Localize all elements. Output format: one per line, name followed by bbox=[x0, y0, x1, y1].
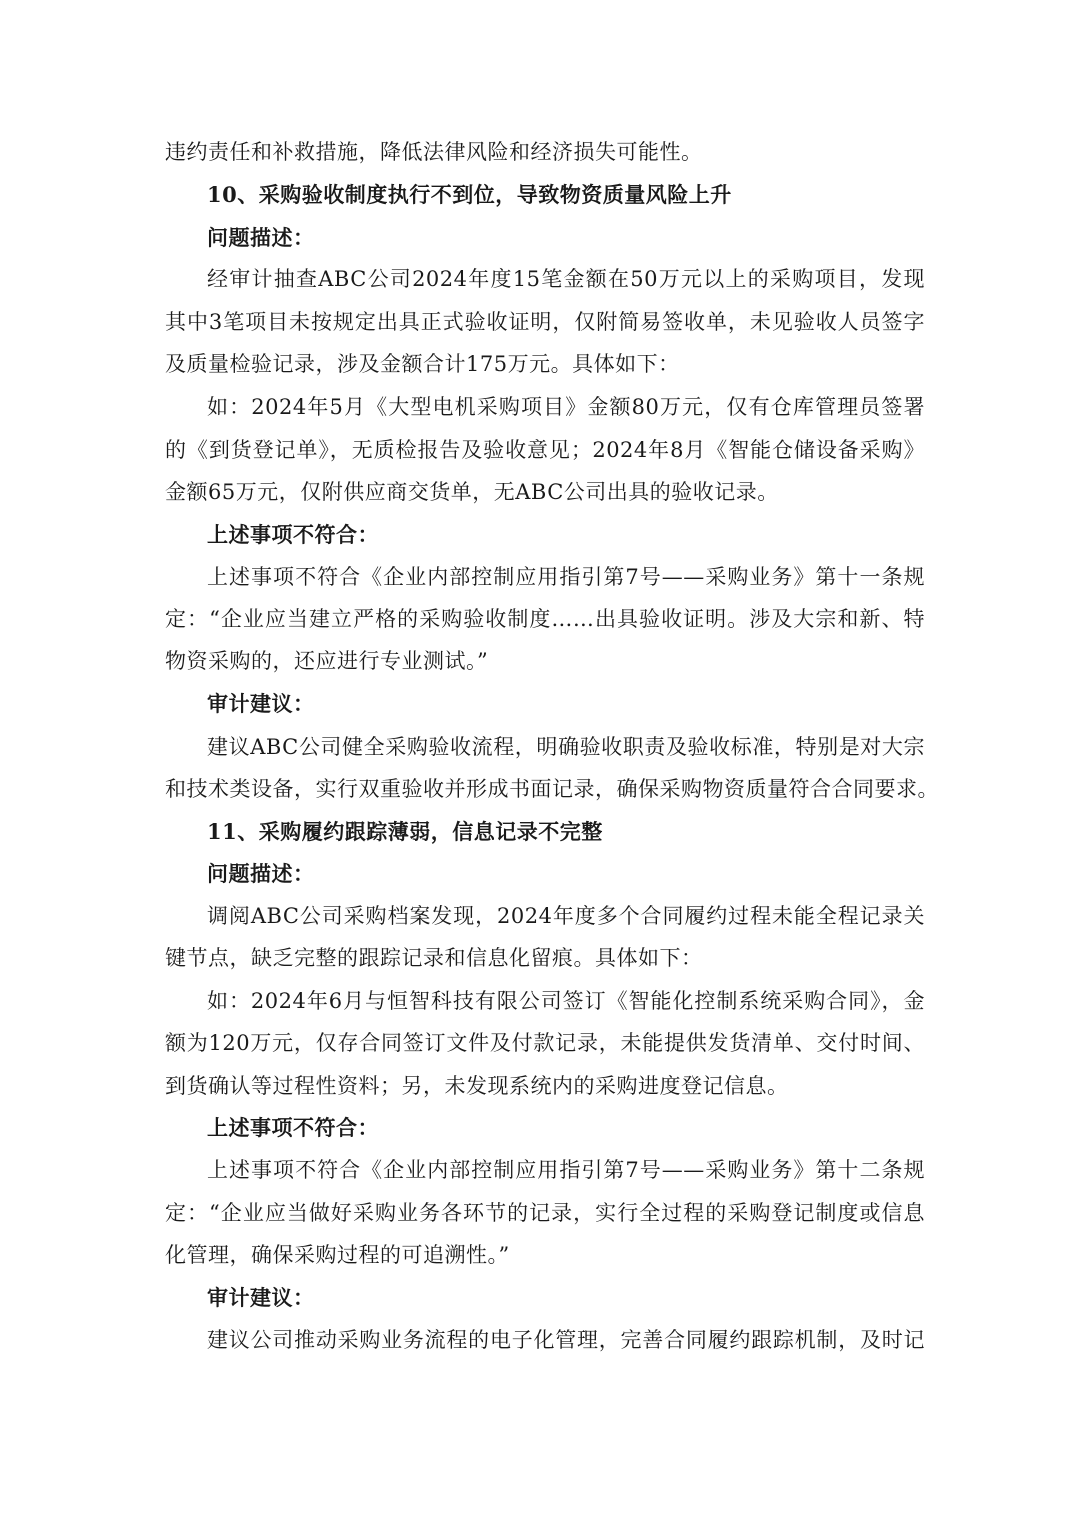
section-heading-10: 10、采购验收制度执行不到位，导致物资质量风险上升 bbox=[207, 182, 732, 207]
body-text-line: 上述事项不符合《企业内部控制应用指引第7号——采购业务》第十一条规 bbox=[207, 565, 925, 589]
body-text-line: 如：2024年5月《大型电机采购项目》金额80万元，仅有仓库管理员签署 bbox=[207, 395, 925, 419]
body-text-line: 的《到货登记单》，无质检报告及验收意见；2024年8月《智能仓储设备采购》 bbox=[165, 438, 925, 462]
body-text-line: 到货确认等过程性资料；另，未发现系统内的采购进度登记信息。 bbox=[165, 1074, 789, 1098]
body-text-line: 其中3笔项目未按规定出具正式验收证明，仅附简易签收单，未见验收人员签字 bbox=[165, 310, 925, 334]
body-text-line: 定：“企业应当做好采购业务各环节的记录，实行全过程的采购登记制度或信息 bbox=[165, 1201, 925, 1225]
subheading-non-compliance: 上述事项不符合： bbox=[207, 522, 379, 547]
body-text-line: 调阅ABC公司采购档案发现，2024年度多个合同履约过程未能全程记录关 bbox=[207, 904, 925, 928]
subheading-problem-description: 问题描述： bbox=[207, 225, 315, 250]
section-heading-11: 11、采购履约跟踪薄弱，信息记录不完整 bbox=[207, 819, 603, 844]
body-text-line: 上述事项不符合《企业内部控制应用指引第7号——采购业务》第十二条规 bbox=[207, 1158, 925, 1182]
body-text-line: 定：“企业应当建立严格的采购验收制度……出具验收证明。涉及大宗和新、特 bbox=[165, 607, 925, 631]
body-text-line: 物资采购的，还应进行专业测试。” bbox=[165, 649, 489, 673]
body-text-line: 如：2024年6月与恒智科技有限公司签订《智能化控制系统采购合同》，金 bbox=[207, 989, 925, 1013]
subheading-audit-suggestion: 审计建议： bbox=[207, 691, 315, 716]
body-text-line: 经审计抽查ABC公司2024年度15笔金额在50万元以上的采购项目，发现 bbox=[207, 267, 925, 291]
body-text-line: 建议公司推动采购业务流程的电子化管理，完善合同履约跟踪机制，及时记 bbox=[207, 1328, 925, 1352]
body-text-line: 违约责任和补救措施，降低法律风险和经济损失可能性。 bbox=[165, 140, 703, 164]
body-text-line: 化管理，确保采购过程的可追溯性。” bbox=[165, 1243, 510, 1267]
body-text-line: 和技术类设备，实行双重验收并形成书面记录，确保采购物资质量符合合同要求。 bbox=[165, 777, 939, 801]
body-text-line: 及质量检验记录，涉及金额合计175万元。具体如下： bbox=[165, 352, 680, 376]
body-text-line: 额为120万元，仅存合同签订文件及付款记录，未能提供发货清单、交付时间、 bbox=[165, 1031, 925, 1055]
subheading-problem-description: 问题描述： bbox=[207, 861, 315, 886]
subheading-audit-suggestion: 审计建议： bbox=[207, 1285, 315, 1310]
body-text-line: 键节点，缺乏完整的跟踪记录和信息化留痕。具体如下： bbox=[165, 946, 703, 970]
subheading-non-compliance: 上述事项不符合： bbox=[207, 1115, 379, 1140]
body-text-line: 金额65万元，仅附供应商交货单，无ABC公司出具的验收记录。 bbox=[165, 480, 779, 504]
body-text-line: 建议ABC公司健全采购验收流程，明确验收职责及验收标准，特别是对大宗 bbox=[207, 735, 925, 759]
